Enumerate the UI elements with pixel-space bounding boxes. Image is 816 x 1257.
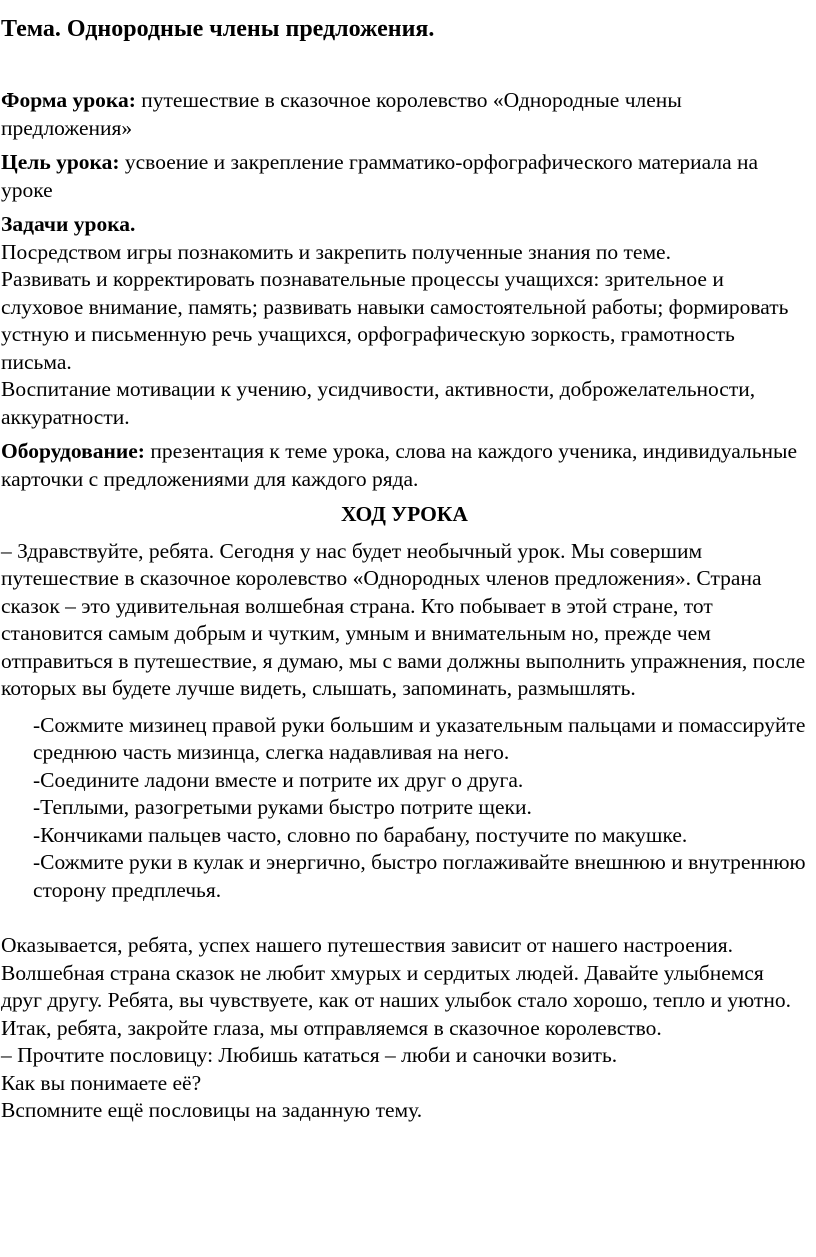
lesson-tasks-label: Задачи урока. (1, 212, 136, 236)
lesson-tasks-section (1, 211, 808, 431)
lesson-form-label: Форма урока: (1, 88, 136, 112)
lesson-form-text: путешествие в сказочное королевство «Однородные члены предложения» (1, 88, 682, 140)
lesson-form-paragraph (1, 87, 808, 142)
warmup-exercise-list (33, 712, 808, 905)
teacher-intro-paragraph: – Здравствуйте, ребята. Сегодня у нас будет необычный урок. Мы совершим путешествие в сказочное королевство «Однородных членов предложения». Страна сказок – это удивительная волшебная страна. Кто побывает в этой стране, тот становится самым добрым и чутким, умным и внимательным но, прежде чем отправиться в путешествие, я думаю, мы с вами должны выполнить упражнения, после которых вы будете лучше видеть, слышать, запоминать, размышлять. (1, 538, 806, 700)
proverb-line: – Прочтите пословицу: Любишь кататься – люби и саночки возить. (1, 1043, 618, 1067)
blank-line (1, 904, 808, 932)
equipment-text: презентация к теме урока, слова на каждого ученика, индивидуальные карточки с предложениями для каждого ряда. (1, 439, 798, 491)
lesson-task-item: Развивать и корректировать познавательные процессы учащихся: зрительное и слуховое внимание, память; развивать навыки самостоятельной работы; формировать устную и письменную речь учащихся, орфографическую зоркость, грамотность письма. (1, 267, 789, 374)
exercise-item: -Теплыми, разогретыми руками быстро потрите щеки. (33, 795, 532, 819)
exercise-item: -Кончиками пальцев часто, словно по барабану, постучите по макушке. (33, 822, 688, 847)
closing-paragraph: Вспомните ещё пословицы на заданную тему. (1, 1098, 423, 1122)
exercise-item: -Соедините ладони вместе и потрите их друг о друга. (33, 767, 524, 792)
equipment-paragraph (1, 438, 808, 493)
lesson-progress-heading: ХОД УРОКА (341, 502, 468, 526)
lesson-task-item: Посредством игры познакомить и закрепить полученные знания по теме. (1, 239, 671, 264)
exercise-item: -Сожмите руки в кулак и энергично, быстро поглаживайте внешнюю и внутреннюю сторону предплечья. (33, 850, 806, 902)
lesson-goal-label: Цель урока: (1, 150, 120, 174)
closing-paragraph: Оказывается, ребята, успех нашего путешествия зависит от нашего настроения. Волшебная страна сказок не любит хмурых и сердитых людей. Давайте улыбнемся друг другу. Ребята, вы чувствуете, как от наших улыбок стало хорошо, тепло и уютно. (1, 933, 791, 1012)
lesson-task-item: Воспитание мотивации к учению, усидчивости, активности, доброжелательности, аккуратности. (1, 377, 756, 429)
closing-section (1, 932, 808, 1125)
lesson-topic-title: Тема. Однородные члены предложения. (1, 16, 435, 42)
equipment-label: Оборудование: (1, 439, 145, 463)
question-line: Как вы понимаете её? (1, 1070, 202, 1095)
lesson-goal-paragraph (1, 149, 808, 204)
lesson-goal-text: усвоение и закрепление грамматико-орфографического материала на уроке (1, 150, 759, 202)
exercise-item: -Сожмите мизинец правой руки большим и указательным пальцами и помассируйте среднюю часть мизинца, слегка надавливая на него. (33, 712, 806, 764)
closing-paragraph: Итак, ребята, закройте глаза, мы отправляемся в сказочное королевство. (1, 1015, 662, 1040)
